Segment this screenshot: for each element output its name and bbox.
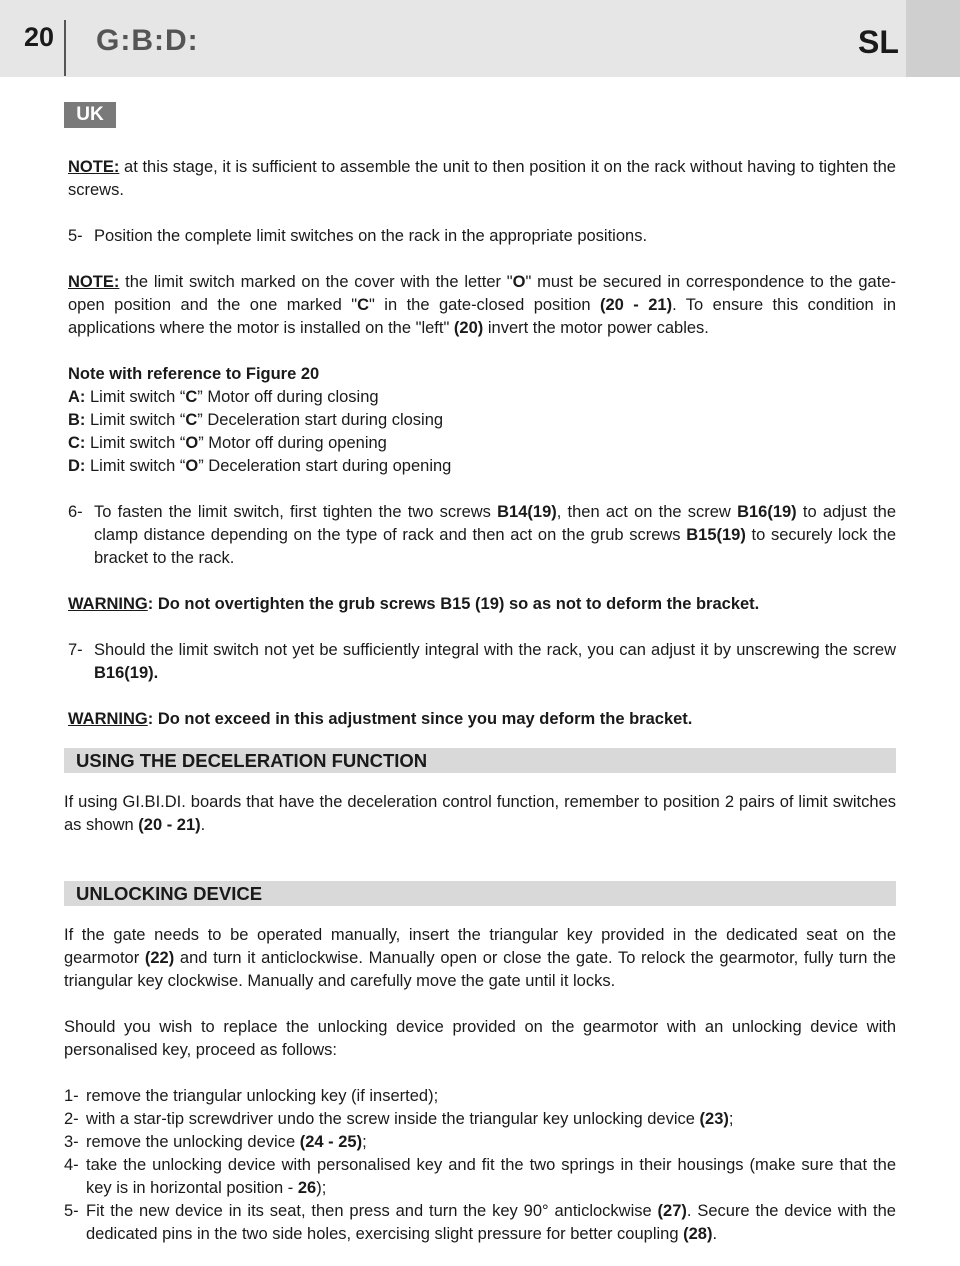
header-divider [64,20,66,76]
step-text: Should the limit switch not yet be sufficiently integral with the rack, you can adjust it by unscrewing the screw B16(19). [94,641,896,682]
warning-text: : Do not overtighten the grub screws B15 (19) so as not to deform the bracket. [147,595,760,613]
list-item: 4- take the unlocking device with personalised key and fit the two springs in their housings (make sure that the key is in horizontal position - 26); [64,1156,896,1197]
warning-adjustment [68,708,896,731]
note-text: invert the motor power cables. [483,319,709,337]
note-text: " in the gate-closed position [369,296,600,314]
language-badge: UK [64,102,116,128]
letter-c: C [357,296,369,314]
brand-logo: G:B:D: [96,24,199,57]
step-text: Position the complete limit switches on the rack in the appropriate positions. [94,227,648,245]
step-number: 6- [68,503,83,521]
list-item: 2- with a star-tip screwdriver undo the screw inside the triangular key unlocking device (23); [64,1110,734,1128]
figure-note-item: B: Limit switch “C” Deceleration start during closing [68,411,444,429]
warning-overtighten [68,593,896,616]
step-7 [68,639,896,685]
note-text: at this stage, it is sufficient to assemble the unit to then position it on the rack without having to tighten the screws. [68,158,896,199]
manual-content [64,156,896,1246]
note-limit-switch [68,271,896,340]
section-heading-deceleration: USING THE DECELERATION FUNCTION [64,748,896,773]
step-5 [68,225,896,248]
step-text: To fasten the limit switch, first tighten the two screws B14(19), then act on the screw B16(19) to adjust the clamp distance depending on the type of rack and then act on the grub screws B15(19) to securely lock the bracket to the rack. [94,503,897,567]
note-text: " must be secured in correspondence to the gate-open position and the one marked " [68,273,896,314]
letter-o: O [512,273,526,291]
list-item: 5- Fit the new device in its seat, then press and turn the key 90° anticlockwise (27). Secure the device with the dedicated pins in the two side holes, exercising slight pressure for better coupling (28). [64,1202,896,1243]
warning-label: WARNING [68,595,148,613]
step-6 [68,501,896,570]
header-accent-strip [906,0,960,77]
warning-label: WARNING [68,710,148,728]
note-text: the limit switch marked on the cover with the letter " [119,273,513,291]
page-number: 20 [24,22,55,52]
note-assembly [68,156,896,202]
note-label: NOTE: [68,273,120,291]
warning-text: : Do not exceed in this adjustment since you may deform the bracket. [147,710,693,728]
list-item: 3- remove the unlocking device (24 - 25); [64,1133,367,1151]
deceleration-paragraph: If using GI.BI.DI. boards that have the deceleration control function, remember to position 2 pairs of limit switches as shown (20 - 21). [64,793,896,834]
figure-note [68,363,896,478]
figure-note-item: C: Limit switch “O” Motor off during opening [68,434,387,452]
step-number: 5- [68,227,83,245]
model-code: SL [858,24,899,60]
figure-note-item: D: Limit switch “O” Deceleration start during opening [68,457,452,475]
unlocking-paragraph-1: If the gate needs to be operated manually, insert the triangular key provided in the dedicated seat on the gearmotor (22) and turn it anticlockwise. Manually open or close the gate. To relock the gearmotor, fully turn the triangular key clockwise. Manually and carefully move the gate until it locks. [64,926,896,990]
figure-ref: (20 - 21) [600,296,673,314]
section-heading-unlocking: UNLOCKING DEVICE [64,881,896,906]
figure-ref: (20) [453,319,484,337]
figure-note-title: Note with reference to Figure 20 [68,365,320,383]
note-label: NOTE: [68,158,120,176]
unlocking-steps [64,1085,896,1246]
step-number: 7- [68,641,83,659]
figure-note-item: A: Limit switch “C” Motor off during closing [68,388,379,406]
unlocking-paragraph-2: Should you wish to replace the unlocking device provided on the gearmotor with an unlocking device with personalised key, proceed as follows: [64,1018,896,1059]
note-text: . To ensure this condition in applications where the motor is installed on the "left" [68,296,896,337]
list-item: 1- remove the triangular unlocking key (if inserted); [64,1087,439,1105]
